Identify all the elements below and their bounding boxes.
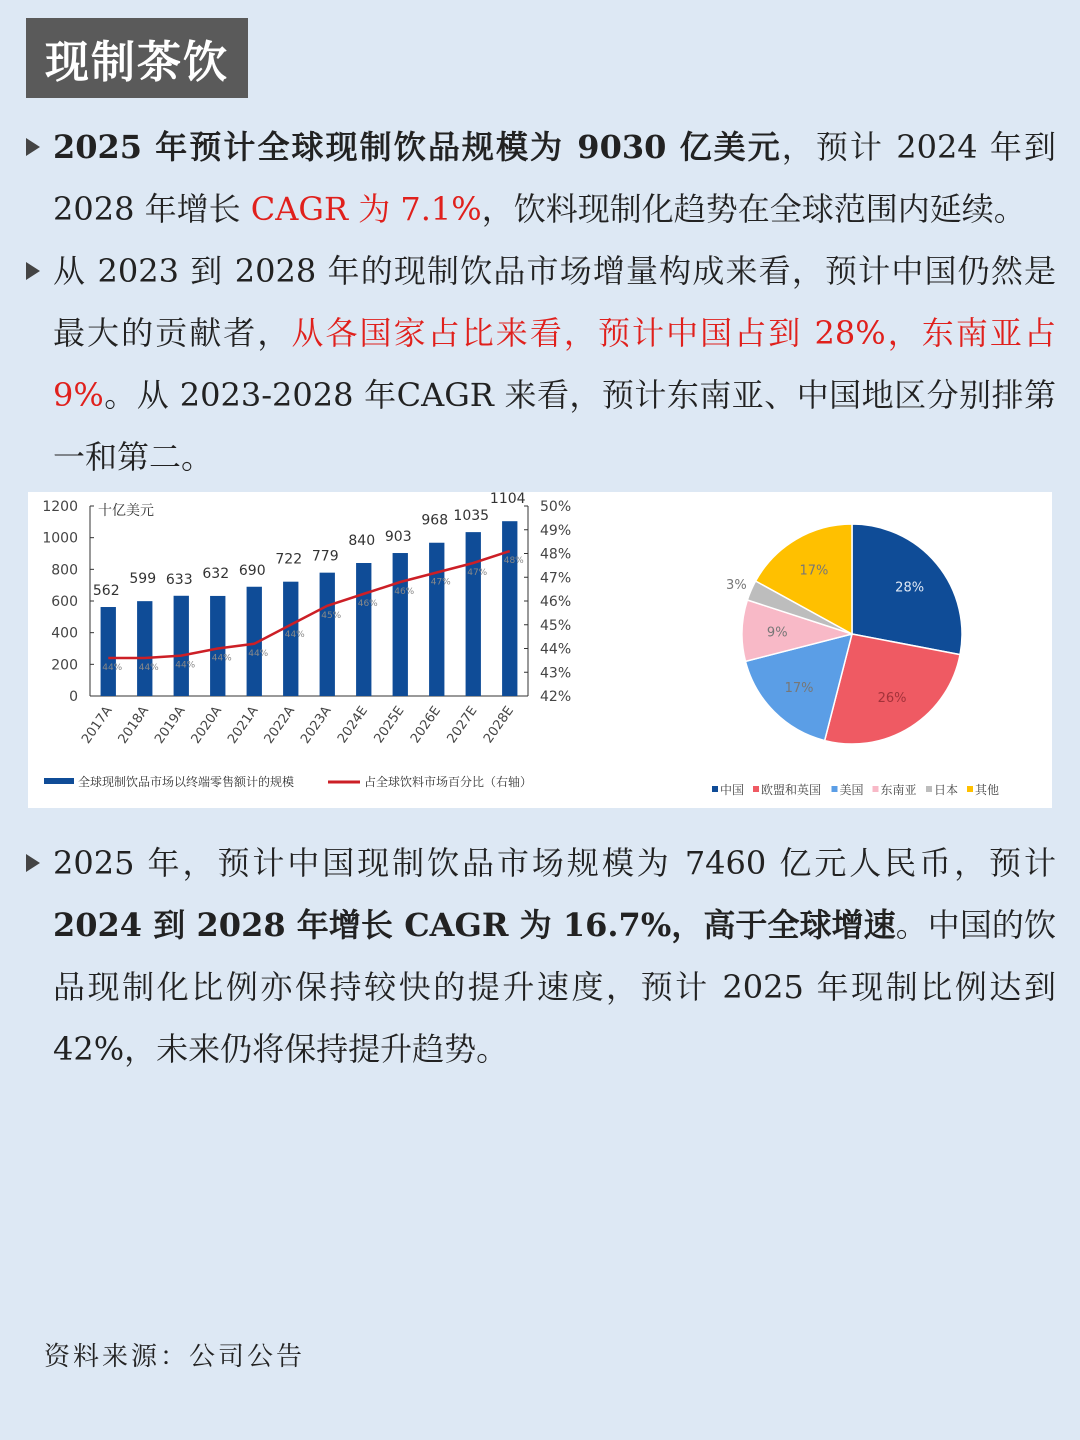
pie-slice-label: 28% bbox=[895, 580, 925, 596]
pie-slice-label: 17% bbox=[784, 680, 814, 696]
x-tick-label: 2026E bbox=[408, 703, 445, 747]
y2-tick-label: 46% bbox=[540, 594, 572, 610]
legend-bar-swatch bbox=[44, 778, 74, 784]
y-tick-label: 0 bbox=[69, 689, 78, 705]
paragraph-global-market bbox=[26, 116, 1056, 240]
x-tick-label: 2025E bbox=[371, 703, 408, 747]
bar bbox=[320, 573, 335, 696]
plain-text: ，预计 2024 年到 2028 年增长 bbox=[53, 128, 1056, 228]
legend-swatch bbox=[873, 786, 879, 792]
line-value-label: 44% bbox=[211, 653, 232, 664]
plain-text: 2025 年，预计中国现制饮品市场规模为 7460 亿元人民币，预计 bbox=[53, 844, 1056, 882]
legend-label: 中国 bbox=[720, 783, 745, 797]
legend-bar-label: 全球现制饮品市场以终端零售额计的规模 bbox=[78, 775, 295, 789]
bar-value-label: 779 bbox=[311, 548, 339, 565]
highlight-text: 从各国家占比来看，预计中国占到 28%，东南亚占 9% bbox=[53, 314, 1056, 414]
legend-label: 日本 bbox=[934, 783, 959, 797]
paragraph-china-market bbox=[26, 832, 1056, 1080]
bar-value-label: 690 bbox=[238, 562, 266, 579]
legend-label: 欧盟和英国 bbox=[761, 783, 822, 797]
line-value-label: 44% bbox=[138, 663, 159, 673]
x-tick-label: 2027E bbox=[444, 703, 481, 747]
paragraph-text bbox=[53, 116, 1056, 240]
y-tick-label: 400 bbox=[51, 625, 78, 642]
x-tick-label: 2028E bbox=[481, 703, 518, 747]
bar bbox=[101, 607, 116, 696]
x-tick-label: 2021A bbox=[225, 703, 262, 747]
x-tick-label: 2023A bbox=[298, 703, 335, 747]
bar-value-label: 599 bbox=[129, 571, 157, 588]
bar-value-label: 903 bbox=[384, 529, 412, 546]
legend-swatch bbox=[832, 786, 838, 792]
legend-label: 东南亚 bbox=[880, 783, 917, 797]
source-note: 资料来源：公司公告 bbox=[44, 1342, 306, 1372]
line-value-label: 44% bbox=[248, 648, 269, 659]
paragraph-text bbox=[53, 240, 1056, 488]
x-tick-label: 2017A bbox=[79, 703, 116, 747]
x-tick-label: 2018A bbox=[115, 703, 153, 747]
line-value-label: 47% bbox=[430, 577, 451, 588]
bar bbox=[502, 521, 517, 696]
y-axis-label: 十亿美元 bbox=[98, 503, 154, 519]
pie-slice-label: 17% bbox=[799, 563, 829, 579]
plain-text: 。从 2023-2028 年CAGR 来看，预计东南亚、中国地区分别排第一和第二。 bbox=[53, 376, 1056, 476]
y2-tick-label: 42% bbox=[540, 689, 572, 705]
line-value-label: 45% bbox=[321, 610, 342, 621]
pie-chart bbox=[588, 492, 1052, 808]
line-value-label: 47% bbox=[467, 568, 488, 578]
bar bbox=[210, 596, 225, 696]
y-tick-label: 800 bbox=[51, 562, 78, 579]
x-tick-label: 2024E bbox=[335, 703, 372, 747]
plain-text: ，饮料现制化趋势在全球范围内延续。 bbox=[481, 190, 1026, 228]
chart-panel bbox=[28, 492, 1052, 808]
paragraph-text bbox=[53, 832, 1056, 1080]
legend-swatch bbox=[967, 786, 973, 792]
bar bbox=[429, 543, 444, 696]
bar bbox=[137, 601, 152, 696]
y2-tick-label: 50% bbox=[540, 499, 572, 515]
x-tick-label: 2020A bbox=[188, 703, 226, 747]
line-value-label: 44% bbox=[175, 660, 196, 671]
y-tick-label: 1000 bbox=[42, 530, 78, 547]
highlight-text: CAGR 为 7.1% bbox=[250, 190, 482, 228]
y2-tick-label: 43% bbox=[540, 665, 572, 682]
legend-swatch bbox=[712, 786, 718, 792]
bar-value-label: 562 bbox=[92, 583, 120, 600]
y-tick-label: 1200 bbox=[42, 499, 78, 515]
y-tick-label: 600 bbox=[51, 594, 78, 610]
x-tick-label: 2022A bbox=[261, 703, 299, 747]
bar bbox=[356, 563, 371, 696]
x-tick-label: 2019A bbox=[152, 703, 189, 747]
y2-tick-label: 48% bbox=[540, 546, 572, 563]
pie-slice-label: 26% bbox=[877, 691, 907, 707]
legend-swatch bbox=[926, 786, 932, 792]
bar-value-label: 840 bbox=[348, 533, 376, 549]
plain-text: 。中国的饮品现制化比例亦保持较快的提升速度，预计 2025 年现制比例达到 42%，未来仍将保持提升趋势。 bbox=[53, 906, 1056, 1068]
page-title: 现制茶饮 bbox=[26, 18, 248, 98]
bar bbox=[393, 553, 408, 696]
pie-slice-label: 3% bbox=[726, 577, 747, 593]
bar-value-label: 722 bbox=[275, 551, 303, 568]
bar-value-label: 633 bbox=[165, 571, 193, 588]
bullet-triangle-icon bbox=[26, 262, 40, 280]
y-tick-label: 200 bbox=[51, 657, 78, 674]
y2-tick-label: 47% bbox=[540, 570, 572, 587]
line-value-label: 44% bbox=[102, 663, 123, 673]
series-line bbox=[108, 548, 510, 658]
y2-tick-label: 49% bbox=[540, 522, 572, 539]
bullet-triangle-icon bbox=[26, 854, 40, 872]
bold-text: 2024 到 2028 年增长 CAGR 为 16.7%，高于全球增速 bbox=[53, 906, 896, 944]
legend-line-label: 占全球饮料市场百分比（右轴） bbox=[364, 775, 533, 789]
line-value-label: 46% bbox=[357, 598, 378, 609]
line-value-label: 44% bbox=[284, 629, 305, 640]
legend-swatch bbox=[753, 786, 759, 792]
bar-value-label: 1104 bbox=[489, 492, 526, 508]
y2-tick-label: 45% bbox=[540, 617, 572, 634]
bar-value-label: 968 bbox=[421, 512, 449, 529]
legend-label: 美国 bbox=[839, 783, 864, 797]
bullet-triangle-icon bbox=[26, 138, 40, 156]
bold-text: 2025 年预计全球现制饮品规模为 9030 亿美元 bbox=[53, 128, 782, 166]
bar bbox=[174, 596, 189, 696]
plain-text: 从 2023 到 2028 年的现制饮品市场增量构成来看，预计中国仍然是最大的贡献者， bbox=[53, 252, 1056, 352]
paragraph-increment-composition bbox=[26, 240, 1056, 488]
bar-value-label: 632 bbox=[202, 565, 230, 582]
bar-value-label: 1035 bbox=[453, 508, 490, 525]
y2-tick-label: 44% bbox=[540, 641, 572, 658]
pie-slice-label: 9% bbox=[766, 625, 788, 641]
line-value-label: 46% bbox=[394, 587, 415, 597]
legend-label: 其他 bbox=[975, 783, 1000, 797]
combo-bar-line-chart bbox=[28, 492, 588, 808]
line-value-label: 48% bbox=[503, 556, 524, 567]
bar bbox=[466, 532, 481, 696]
